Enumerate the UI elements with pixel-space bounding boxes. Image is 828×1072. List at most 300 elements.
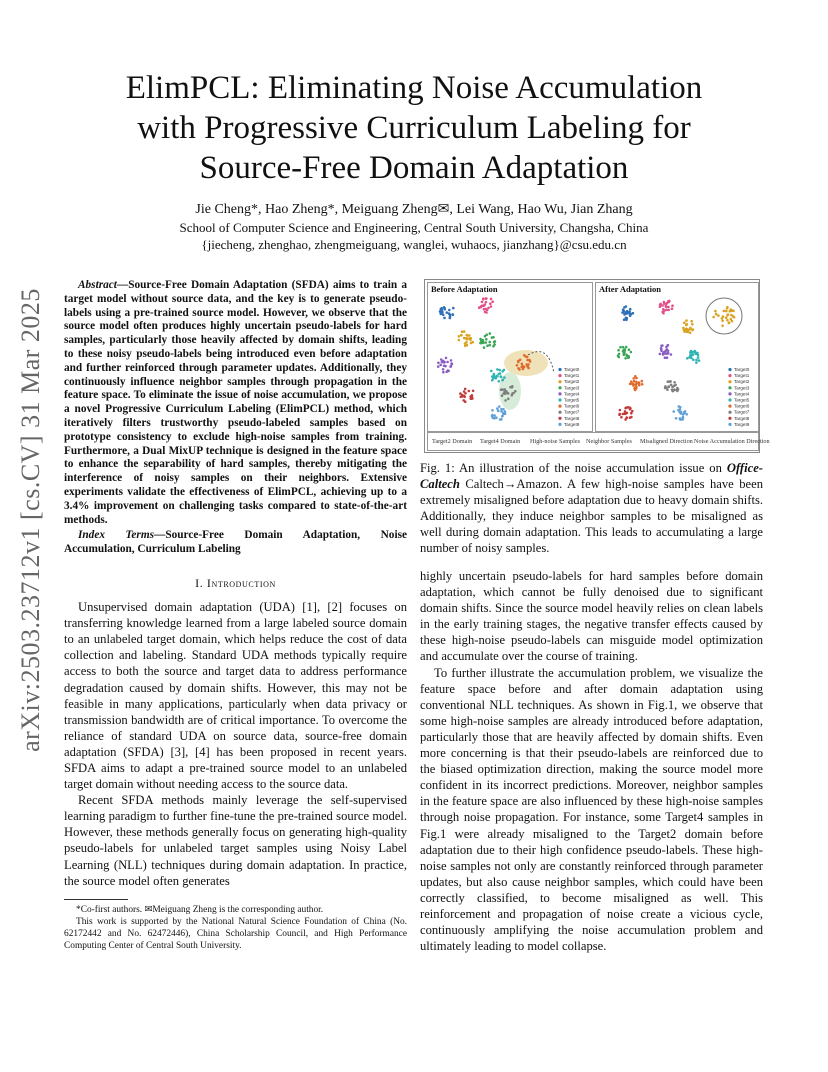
scatter-point (518, 368, 521, 371)
scatter-point (441, 311, 444, 314)
scatter-point (441, 361, 444, 364)
scatter-point (629, 416, 632, 419)
scatter-point (500, 418, 503, 421)
scatter-point (625, 406, 628, 409)
scatter-point (480, 305, 483, 308)
scatter-point (623, 318, 626, 321)
legend-label: Target2 (734, 379, 750, 385)
scatter-point (486, 345, 489, 348)
scatter-point (714, 310, 717, 313)
scatter-point (460, 334, 463, 337)
legend-label: Target9 (734, 421, 750, 427)
scatter-point (491, 379, 494, 382)
legend-marker (728, 423, 731, 426)
legend-entry: Noise Accumulation Direction (694, 438, 770, 445)
scatter-point (492, 345, 495, 348)
scatter-point (726, 314, 729, 317)
scatter-point (490, 298, 493, 301)
scatter-point (485, 338, 488, 341)
scatter-point (679, 406, 682, 409)
caption-dataset: Office-Caltech (420, 461, 763, 492)
scatter-point (521, 363, 524, 366)
index-label: Index Terms (78, 529, 155, 542)
legend-entry: Target4 Domain (480, 438, 521, 445)
scatter-point (514, 390, 517, 393)
scatter-point (481, 301, 484, 304)
title-line: ElimPCL: Eliminating Noise Accumulation (125, 70, 703, 106)
scatter-point (675, 417, 678, 420)
scatter-point (698, 359, 701, 362)
legend-marker (558, 423, 561, 426)
arxiv-identifier: arXiv:2503.23712v1 [cs.CV] 31 Mar 2025 (16, 288, 45, 752)
panel-legend (558, 367, 579, 427)
scatter-point (730, 318, 733, 321)
scatter-point (458, 339, 461, 342)
scatter-point (498, 380, 501, 383)
legend-marker (558, 417, 561, 420)
scatter-point (491, 409, 494, 412)
scatter-point (660, 345, 663, 348)
intro-paragraph: Recent SFDA methods mainly leverage the self-supervised learning paradigm to further fine-tune the pre-trained source model. However, these methods generally focus on generating high-quality pseudo-labels for unlabeled target samples using Noisy Label Learning (NLL) techniques during domain adaptation. In practice, the source model often generates (64, 793, 407, 888)
scatter-point (635, 381, 638, 384)
scatter-point (726, 307, 729, 310)
scatter-point (529, 360, 532, 363)
scatter-point (730, 308, 733, 311)
scatter-point (689, 327, 692, 330)
scatter-point (625, 346, 628, 349)
scatter-point (659, 303, 662, 306)
scatter-point (500, 376, 503, 379)
footnote: This work is supported by the National Natural Science Foundation of China (No. 62172442 and No. 62472446), China Scholarship Council, and High Performance Computing Center of Central South University. (64, 916, 407, 952)
scatter-point (442, 368, 445, 371)
scatter-point (638, 382, 641, 385)
scatter-point (490, 370, 493, 373)
scatter-point (623, 306, 626, 309)
panel-title: After Adaptation (599, 284, 661, 294)
scatter-point (498, 373, 501, 376)
scatter-point (723, 310, 726, 313)
scatter-point (663, 301, 666, 304)
scatter-point (673, 388, 676, 391)
scatter-point (527, 363, 530, 366)
scatter-point (695, 361, 698, 364)
scatter-point (632, 377, 635, 380)
scatter-point (679, 408, 682, 411)
scatter-point (635, 385, 638, 388)
scatter-point (617, 349, 620, 352)
scatter-point (486, 309, 489, 312)
scatter-point (697, 354, 700, 357)
scatter-point (622, 413, 625, 416)
scatter-point (482, 297, 485, 300)
scatter-point (442, 314, 445, 317)
scatter-point (493, 373, 496, 376)
scatter-point (684, 410, 687, 413)
scatter-point (493, 341, 496, 344)
scatter-point (661, 304, 664, 307)
scatter-point (666, 352, 669, 355)
scatter-point (685, 319, 688, 322)
scatter-point (622, 349, 625, 352)
scatter-point (666, 344, 669, 347)
scatter-point (686, 357, 689, 360)
scatter-point (495, 377, 498, 380)
scatter-point (491, 300, 494, 303)
scatter-point (630, 412, 633, 415)
legend-marker (558, 398, 561, 401)
scatter-point (665, 303, 668, 306)
scatter-point (686, 328, 689, 331)
scatter-point (500, 408, 503, 411)
scatter-point (683, 321, 686, 324)
legend-label: Target4 (734, 391, 750, 397)
scatter-point (634, 389, 637, 392)
legend-marker (558, 374, 561, 377)
scatter-point (717, 314, 720, 317)
scatter-point (660, 347, 663, 350)
scatter-point (695, 359, 698, 362)
legend-label: Target5 (734, 397, 750, 403)
scatter-point (519, 359, 522, 362)
scatter-point (496, 368, 499, 371)
scatter-point (622, 346, 625, 349)
scatter-point (630, 380, 633, 383)
scatter-point (635, 377, 638, 380)
scatter-point (446, 311, 449, 314)
scatter-point (685, 413, 688, 416)
scatter-point (526, 359, 529, 362)
caption-label: Fig. 1: An illustration of the noise accumulation issue on (420, 461, 727, 475)
scatter-point (666, 348, 669, 351)
legend-marker (728, 386, 731, 389)
before-adaptation-panel (427, 282, 593, 432)
scatter-point (619, 409, 622, 412)
after-adaptation-panel (595, 282, 759, 432)
scatter-point (726, 319, 729, 322)
intro-paragraph: Unsupervised domain adaptation (UDA) [1], [2] focuses on transferring knowledge learned from a large labeled source domain to an unlabeled target domain, which helps reduce the cost of data collection and labeling. Standard UDA methods typically require access to both the source and target data to address performance degradation caused by domain shifts. However, this may not be feasible in many applications, particularly when data privacy or transmission bandwidth are of critical importance. To overcome the reliance of standard UDA on source data, source-free domain adaptation (SFDA) [3], [4] has been proposed in recent years. SFDA aims to adapt a pre-trained source model to an unlabeled target domain without needing access to the source data. (64, 600, 407, 792)
index-terms (64, 529, 407, 557)
after-scatter (596, 283, 758, 431)
scatter-point (443, 361, 446, 364)
scatter-point (450, 362, 453, 365)
scatter-point (468, 390, 471, 393)
scatter-point (679, 412, 682, 415)
scatter-point (667, 306, 670, 309)
scatter-point (493, 417, 496, 420)
author-emails: {jiecheng, zhenghao, zhengmeiguang, wanglei, wuhaocs, jianzhang}@csu.edu.cn (201, 237, 627, 252)
scatter-point (465, 334, 468, 337)
scatter-point (629, 383, 632, 386)
scatter-point (503, 369, 506, 372)
scatter-point (679, 418, 682, 421)
scatter-point (697, 356, 700, 359)
scatter-point (491, 336, 494, 339)
scatter-point (520, 366, 523, 369)
scatter-point (450, 365, 453, 368)
scatter-point (523, 366, 526, 369)
scatter-point (444, 365, 447, 368)
scatter-point (507, 398, 510, 401)
scatter-point (682, 417, 685, 420)
scatter-point (470, 342, 473, 345)
scatter-point (488, 344, 491, 347)
legend-label: Target2 (564, 379, 580, 385)
scatter-point (496, 375, 499, 378)
scatter-point (692, 358, 695, 361)
scatter-point (452, 313, 455, 316)
scatter-point (504, 399, 507, 402)
affiliation: School of Computer Science and Engineering, Central South University, Changsha, China (179, 220, 649, 235)
scatter-point (516, 364, 519, 367)
scatter-point (458, 335, 461, 338)
scatter-point (459, 392, 462, 395)
legend-marker (558, 386, 561, 389)
scatter-point (485, 301, 488, 304)
scatter-point (465, 337, 468, 340)
legend-label: Target7 (564, 409, 580, 415)
left-column (64, 279, 407, 953)
figure-caption (420, 460, 763, 557)
scatter-point (439, 364, 442, 367)
scatter-point (630, 351, 633, 354)
scatter-point (725, 316, 728, 319)
abstract (64, 279, 407, 527)
scatter-point (445, 357, 448, 360)
scatter-point (501, 415, 504, 418)
scatter-point (690, 320, 693, 323)
scatter-point (498, 405, 501, 408)
scatter-point (452, 307, 455, 310)
scatter-point (626, 354, 629, 357)
scatter-point (503, 388, 506, 391)
author-list: Jie Cheng*, Hao Zheng*, Meiguang Zheng✉, Lei Wang, Hao Wu, Jian Zhang (195, 202, 633, 217)
scatter-point (668, 301, 671, 304)
scatter-point (504, 410, 507, 413)
scatter-point (437, 365, 440, 368)
scatter-point (442, 371, 445, 374)
abstract-label: Abstract (78, 279, 117, 291)
scatter-point (628, 348, 631, 351)
scatter-point (511, 392, 514, 395)
scatter-point (617, 355, 620, 358)
scatter-point (463, 396, 466, 399)
scatter-point (472, 390, 475, 393)
scatter-point (663, 351, 666, 354)
scatter-point (725, 310, 728, 313)
legend-marker (558, 380, 561, 383)
scatter-point (676, 387, 679, 390)
scatter-point (462, 399, 465, 402)
scatter-point (712, 316, 715, 319)
legend-label: Target3 (734, 385, 750, 391)
scatter-point (517, 361, 520, 364)
legend-label: Target8 (564, 415, 580, 421)
scatter-point (661, 311, 664, 314)
scatter-point (443, 317, 446, 320)
scatter-point (503, 376, 506, 379)
title-line: Source-Free Domain Adaptation (199, 150, 629, 186)
scatter-point (480, 340, 483, 343)
scatter-point (485, 341, 488, 344)
scatter-point (691, 323, 694, 326)
scatter-point (629, 308, 632, 311)
scatter-point (484, 303, 487, 306)
scatter-point (721, 320, 724, 323)
legend-label: Target6 (734, 403, 750, 409)
scatter-point (501, 394, 504, 397)
scatter-point (671, 388, 674, 391)
scatter-point (624, 410, 627, 413)
legend-label: Target1 (564, 373, 580, 379)
scatter-point (672, 410, 675, 413)
legend-marker (728, 417, 731, 420)
scatter-point (449, 316, 452, 319)
scatter-point (728, 322, 731, 325)
scatter-point (469, 339, 472, 342)
paper-title (90, 68, 738, 188)
legend-label: Target4 (564, 391, 580, 397)
target4-domain-region (499, 372, 521, 410)
legend-marker (558, 405, 561, 408)
footnote: *Co-first authors. ✉Meiguang Zheng is the corresponding author. (76, 904, 324, 915)
scatter-point (461, 330, 464, 333)
scatter-point (471, 397, 474, 400)
scatter-point (715, 313, 718, 316)
footnote-rule (64, 899, 128, 900)
scatter-point (670, 384, 673, 387)
scatter-point (463, 390, 466, 393)
figure-legend (427, 432, 770, 451)
scatter-point (618, 413, 621, 416)
title-line: with Progressive Curriculum Labeling for (137, 110, 691, 146)
scatter-point (501, 379, 504, 382)
scatter-point (482, 342, 485, 345)
scatter-point (623, 351, 626, 354)
scatter-point (664, 356, 667, 359)
figure-1 (424, 279, 770, 453)
intro-paragraph: highly uncertain pseudo-labels for hard samples before domain adaptation, which cannot be fully denoised due to significant domain shifts. Since the source model heavily relies on clean labels in the early training stages, the negative transfer effects caused by these high-noise pseudo-labels can misguide model optimization and accumulate over the course of training. (420, 569, 763, 664)
scatter-point (722, 315, 725, 318)
scatter-point (671, 307, 674, 310)
legend-label: Target0 (734, 367, 750, 372)
scatter-point (632, 383, 635, 386)
scatter-point (641, 383, 644, 386)
scatter-point (620, 416, 623, 419)
scatter-point (689, 332, 692, 335)
scatter-point (526, 356, 529, 359)
index-text: —Source-Free Domain Adaptation, Noise Accumulation, Curriculum Labeling (64, 529, 407, 556)
scatter-point (671, 386, 674, 389)
caption-text: Caltech→Amazon. A few high-noise samples have been extremely misaligned before adaptation due to heavy domain shifts. Additionally, they induce neighbor samples to be misaligned as well during domain adaptation. This leads to accumulating a large number of noisy samples. (420, 477, 763, 556)
scatter-point (673, 381, 676, 384)
scatter-point (460, 396, 463, 399)
scatter-point (450, 359, 453, 362)
scatter-point (685, 324, 688, 327)
scatter-point (730, 314, 733, 317)
scatter-point (443, 306, 446, 309)
scatter-point (690, 353, 693, 356)
scatter-point (670, 353, 673, 356)
legend-entry: Target2 Domain (432, 438, 473, 445)
scatter-point (446, 361, 449, 364)
legend-entry: High-noise Samples (530, 438, 581, 445)
scatter-point (691, 351, 694, 354)
scatter-point (619, 346, 622, 349)
scatter-point (464, 388, 467, 391)
abstract-text: —Source-Free Domain Adaptation (SFDA) aims to train a target model without source data, and the key is to generate pseudo-labels using a pre-trained source model. However, we observe that the source model often produces highly uncertain pseudo-labels for hard samples, particularly those heavily affected by domain shifts, leading to these noisy pseudo-labels being introduced even before adaptation and further reinforced through parameter updates. Additionally, they continuously influence neighbor samples through propagation in the feature space. To eliminate the issue of noise accumulation, we propose a novel Progressive Curriculum Labeling (ElimPCL) method, which iteratively filters trustworthy pseudo-labeled samples based on prototype consistency to exclude high-noise samples from training. Furthermore, a Dual MixUP technique is designed in the feature space to enhance the separability of hard samples, thereby mitigating the interference of noisy samples on their neighbors. Extensive experiments validate the effectiveness of ElimPCL, achieving up to a 3.4% improvement on challenging tasks compared to state-of-the-art methods. (64, 279, 407, 526)
legend-marker (558, 411, 561, 414)
scatter-point (674, 384, 677, 387)
scatter-point (662, 353, 665, 356)
panel-legend (728, 367, 749, 427)
legend-label: Target6 (564, 403, 580, 409)
scatter-point (483, 308, 486, 311)
scatter-point (489, 332, 492, 335)
legend-entry: Neighbor Samples (586, 438, 632, 445)
scatter-point (497, 409, 500, 412)
scatter-point (505, 390, 508, 393)
panel-title: Before Adaptation (431, 284, 498, 294)
scatter-point (437, 362, 440, 365)
before-scatter (428, 283, 592, 431)
scatter-point (483, 346, 486, 349)
scatter-point (485, 297, 488, 300)
scatter-point (623, 310, 626, 313)
scatter-point (721, 325, 724, 328)
legend-label: Target5 (564, 397, 580, 403)
legend-label: Target7 (734, 409, 750, 415)
scatter-point (511, 386, 514, 389)
scatter-point (628, 311, 631, 314)
scatter-point (683, 330, 686, 333)
legend-label: Target9 (564, 421, 580, 427)
right-column (420, 568, 763, 954)
scatter-point (633, 380, 636, 383)
scatter-point (641, 380, 644, 383)
scatter-point (668, 385, 671, 388)
legend-entry: Misaligned Direction (640, 438, 693, 445)
legend-marker (728, 374, 731, 377)
legend-label: Target1 (734, 373, 750, 379)
scatter-point (695, 352, 698, 355)
scatter-point (490, 305, 493, 308)
intro-paragraph: To further illustrate the accumulation problem, we visualize the feature space before and after domain adaptation using conventional NLL techniques. As shown in Fig.1, we observe that some high-noise samples are already introduced before adaptation, particularly those that are heavily affected by domain shifts. Even more concerning is that their pseudo-labels are reinforced due to the biased optimization direction, making the source model more confident in its incorrect predictions. Moreover, neighbor samples in the feature space are also influenced by these high-noise samples through noise propagation. For instance, some Target4 samples in Fig.1 were already misaligned to the Target2 domain before adaptation due to their high confidence pseudo-labels. These high-noise samples not only are constantly reinforced through parameter updates, but also cause neighbor samples, which could have been correctly classified, to become misaligned as well. This reinforcement and propagation of noise create a vicious cycle, continuously amplifying the noise accumulation problem and ultimately leading to model collapse. (420, 665, 763, 954)
legend-label: Target3 (564, 385, 580, 391)
scatter-point (660, 349, 663, 352)
scatter-point (692, 328, 695, 331)
scatter-point (733, 316, 736, 319)
scatter-point (630, 313, 633, 316)
scatter-point (626, 312, 629, 315)
scatter-point (489, 302, 492, 305)
section-heading: I. Introduction (195, 575, 276, 590)
scatter-point (523, 354, 526, 357)
scatter-point (498, 369, 501, 372)
scatter-point (493, 414, 496, 417)
scatter-point (665, 387, 668, 390)
scatter-point (465, 341, 468, 344)
scatter-point (445, 371, 448, 374)
scatter-point (448, 309, 451, 312)
scatter-point (667, 309, 670, 312)
scatter-point (500, 388, 503, 391)
scatter-point (484, 335, 487, 338)
scatter-point (489, 341, 492, 344)
scatter-point (625, 317, 628, 320)
legend-marker (728, 368, 731, 371)
legend-marker (728, 392, 731, 395)
scatter-point (667, 380, 670, 383)
